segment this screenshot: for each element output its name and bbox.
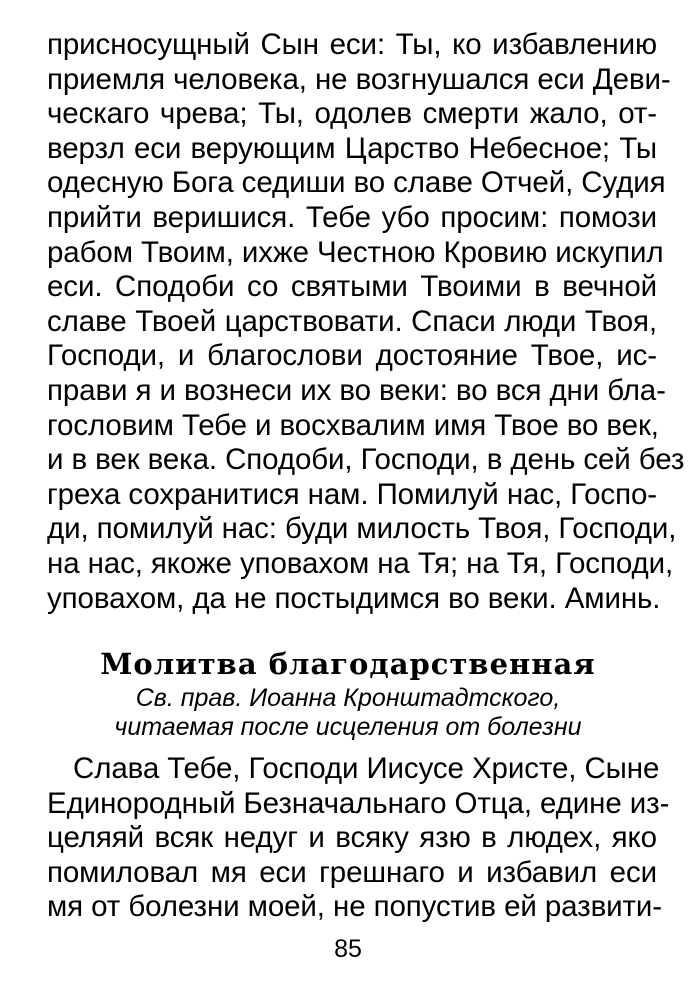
text-line: одесную Бога седиши во славе Отчей, Судия	[47, 166, 666, 200]
text-line: ческаго чрева; Ты, одолев смерти жало, от-	[47, 97, 657, 131]
text-line: уповахом, да не постыдимся во веки. Аминь.	[47, 581, 661, 615]
text-line: прийти веришися. Тебе убо просим: помози	[47, 200, 657, 234]
text-line: помиловал мя еси грешнаго и избавил еси	[47, 855, 657, 889]
text-line: Единородный Безначальнаго Отца, едине из-	[47, 786, 670, 820]
text-line: ди, помилуй нас: буди милость Твоя, Господи,	[47, 512, 677, 546]
text-line: целяяй всяк недуг и всяку язю в людех, яко	[47, 821, 657, 855]
text-line: прави я и вознеси их во веки: во вся дни бла-	[47, 373, 666, 407]
page-number: 85	[334, 935, 362, 963]
text-line: Господи, и благослови достояние Твое, ис-	[47, 339, 657, 373]
text-line: и в век века. Сподоби, Господи, в день сей без	[47, 443, 685, 477]
text-line: Слава Тебе, Господи Иисусе Христе, Сыне	[73, 752, 660, 785]
body-text-block	[47, 28, 685, 616]
prayer-title: Молитва благодарственная	[100, 647, 596, 681]
text-line: на нас, якоже уповахом на Тя; на Тя, Господи,	[47, 546, 674, 580]
text-line: еси. Сподоби со святыми Твоими в вечной	[47, 270, 657, 304]
prayer-subtitle: читаемая после исцеления от болезни	[114, 713, 582, 741]
text-line: гословим Тебе и восхвалим имя Твое во век,	[47, 408, 659, 442]
text-line: греха сохранитися нам. Помилуй нас, Госпо-	[47, 477, 657, 511]
text-line: рабом Твоим, ихже Честною Кровию искупил	[47, 235, 664, 269]
text-line: славе Твоей царствовати. Спаси люди Твоя,	[47, 304, 657, 338]
text-line: верзл еси верующим Царство Небесное; Ты	[47, 131, 657, 165]
text-line: мя от болезни моей, не попустив ей развити-	[47, 890, 663, 924]
text-line: приемля человека, не возгнушался еси Деви-	[47, 62, 671, 96]
prayer-text-block	[47, 752, 670, 925]
prayer-subtitle: Св. прав. Иоанна Кронштадтского,	[135, 684, 561, 712]
text-line: присносущный Сын еси: Ты, ко избавлению	[47, 28, 657, 61]
